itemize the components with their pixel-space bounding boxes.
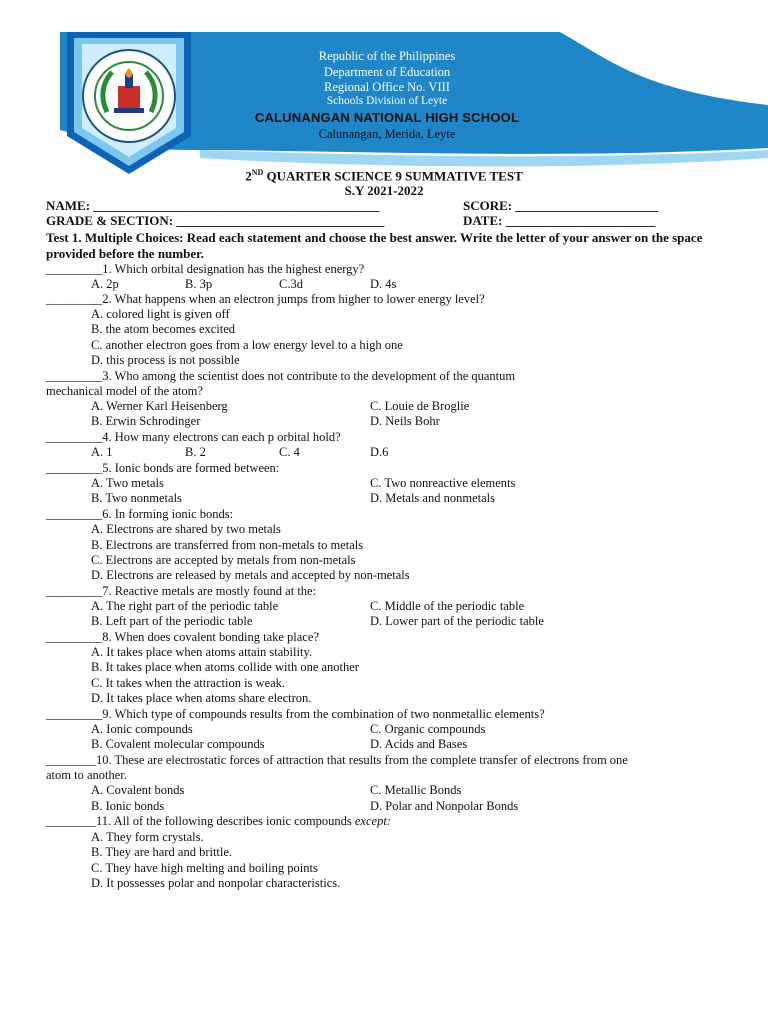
question-line: C. Two nonreactive elements bbox=[370, 476, 516, 490]
title-text: QUARTER SCIENCE 9 SUMMATIVE TEST bbox=[263, 168, 523, 184]
grade-section-field[interactable]: GRADE & SECTION: ________________________________ bbox=[46, 213, 385, 228]
question-line: C. 4 bbox=[279, 445, 300, 459]
question-line: D. this process is not possible bbox=[91, 353, 240, 367]
question-line: _________2. What happens when an electron jumps from higher to lower energy level? bbox=[46, 292, 485, 306]
question-line: D. Lower part of the periodic table bbox=[370, 614, 544, 628]
school-name: CALUNANGAN NATIONAL HIGH SCHOOL bbox=[254, 110, 520, 125]
title-number: 2 bbox=[245, 168, 252, 184]
question-line: B. 3p bbox=[185, 277, 213, 291]
italic-emphasis: except: bbox=[354, 814, 391, 828]
school-address: Calunangan, Merida, Leyte bbox=[318, 127, 456, 141]
question-line: _________3. Who among the scientist does not contribute to the development of the quantum bbox=[46, 369, 516, 383]
question-line: A. They form crystals. bbox=[91, 830, 204, 844]
question-line: ________11. All of the following describes ionic compounds except: bbox=[46, 814, 391, 828]
question-line: A. Werner Karl Heisenberg bbox=[91, 399, 228, 413]
republic-heading: Republic of the Philippines bbox=[318, 49, 456, 63]
question-line: D. Acids and Bases bbox=[370, 737, 468, 751]
question-line: _________1. Which orbital designation has the highest energy? bbox=[46, 262, 365, 276]
question-line: A. Covalent bonds bbox=[91, 783, 185, 797]
date-field[interactable]: DATE: _______________________ bbox=[463, 213, 656, 228]
question-line: D. It possesses polar and nonpolar characteristics. bbox=[91, 876, 341, 890]
question-line: B. Ionic bonds bbox=[91, 799, 165, 813]
question-line: C.3d bbox=[279, 277, 303, 291]
school-year: S.Y 2021-2022 bbox=[344, 183, 424, 198]
question-line: C. They have high melting and boiling points bbox=[91, 861, 318, 875]
question-line: B. Left part of the periodic table bbox=[91, 614, 253, 628]
question-line: D. 4s bbox=[370, 277, 397, 291]
question-line: _________7. Reactive metals are mostly found at the: bbox=[46, 584, 317, 598]
question-line: atom to another. bbox=[46, 768, 127, 782]
question-line: B. 2 bbox=[185, 445, 206, 459]
question-line: D. Neils Bohr bbox=[370, 414, 440, 428]
question-line: A. Electrons are shared by two metals bbox=[91, 522, 281, 536]
question-line: _________6. In forming ionic bonds: bbox=[46, 507, 234, 521]
question-line: B. They are hard and brittle. bbox=[91, 845, 233, 859]
question-line: B. It takes place when atoms collide with one another bbox=[91, 660, 359, 674]
question-line: C. Electrons are accepted by metals from non-metals bbox=[91, 553, 356, 567]
department-heading: Department of Education bbox=[323, 65, 451, 79]
question-line: A. 2p bbox=[91, 277, 119, 291]
question-line: _________4. How many electrons can each p orbital hold? bbox=[46, 430, 341, 444]
question-line: D. Metals and nonmetals bbox=[370, 491, 495, 505]
question-line: _________8. When does covalent bonding take place? bbox=[46, 630, 319, 644]
question-line: B. Covalent molecular compounds bbox=[91, 737, 265, 751]
question-line: C. It takes when the attraction is weak. bbox=[91, 676, 286, 690]
region-heading: Regional Office No. VIII bbox=[324, 80, 450, 94]
question-line: A. 1 bbox=[91, 445, 113, 459]
question-line: B. Electrons are transferred from non-metals to metals bbox=[91, 538, 364, 552]
question-line: A. The right part of the periodic table bbox=[91, 599, 279, 613]
question-line: C. Metallic Bonds bbox=[370, 783, 462, 797]
question-line: D. It takes place when atoms share electron. bbox=[91, 691, 312, 705]
question-line: C. Louie de Broglie bbox=[370, 399, 470, 413]
question-line: A. Ionic compounds bbox=[91, 722, 193, 736]
title-superscript: ND bbox=[251, 168, 264, 177]
question-line: B. the atom becomes excited bbox=[91, 322, 236, 336]
question-line: B. Erwin Schrodinger bbox=[91, 414, 201, 428]
question-line: A. Two metals bbox=[91, 476, 164, 490]
question-line: ________10. These are electrostatic forces of attraction that results from the complete transfer of electrons from one bbox=[46, 753, 628, 767]
question-line: D.6 bbox=[370, 445, 389, 459]
question-line: C. Organic compounds bbox=[370, 722, 486, 736]
name-field[interactable]: NAME: ____________________________________________ bbox=[46, 198, 380, 213]
question-line: C. Middle of the periodic table bbox=[370, 599, 525, 613]
question-line: D. Electrons are released by metals and accepted by non-metals bbox=[91, 568, 410, 582]
division-heading: Schools Division of Leyte bbox=[326, 95, 448, 107]
question-line: D. Polar and Nonpolar Bonds bbox=[370, 799, 519, 813]
question-line: A. It takes place when atoms attain stability. bbox=[91, 645, 313, 659]
question-line: B. Two nonmetals bbox=[91, 491, 182, 505]
question-line: C. another electron goes from a low energy level to a high one bbox=[91, 338, 403, 352]
question-line: mechanical model of the atom? bbox=[46, 384, 203, 398]
question-line: _________5. Ionic bonds are formed between: bbox=[46, 461, 280, 475]
test-instructions: Test 1. Multiple Choices: Read each statement and choose the best answer. Write the letter of your answer on the space provided before the number. bbox=[46, 230, 703, 261]
question-line: A. colored light is given off bbox=[91, 307, 230, 321]
score-field[interactable]: SCORE: ______________________ bbox=[463, 198, 659, 213]
question-line: _________9. Which type of compounds results from the combination of two nonmetallic elements? bbox=[46, 707, 545, 721]
